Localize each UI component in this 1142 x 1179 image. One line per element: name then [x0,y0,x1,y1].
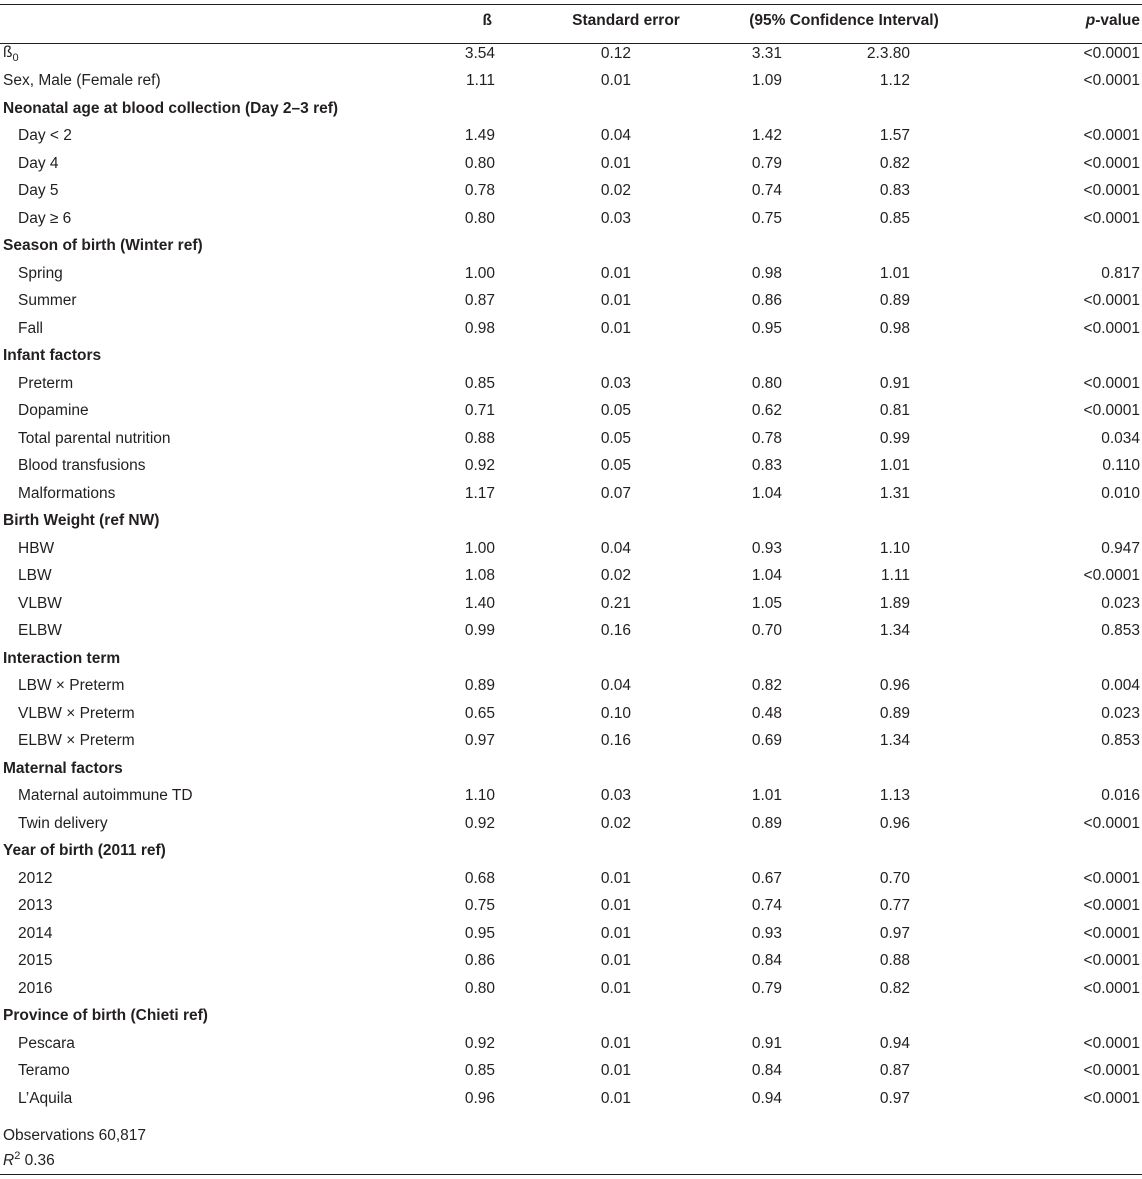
ci-lower-cell: 0.48 [751,704,782,722]
ci-lower-cell: 0.78 [751,429,782,447]
ci-upper-cell: 0.97 [879,1089,910,1107]
header-standard-error: Standard error [572,11,680,29]
ci-lower-cell: 1.09 [751,72,782,90]
group-label: Neonatal age at blood collection (Day 2–3 ref) [3,99,339,117]
ci-lower-cell: 0.70 [751,622,782,640]
beta-cell: 0.85 [464,374,495,392]
beta-cell: 1.00 [464,539,495,557]
group-label: Year of birth (2011 ref) [3,842,166,860]
p-value-cell: <0.0001 [1083,374,1140,392]
beta-cell: 1.40 [464,594,495,612]
header-p-rest: -value [1095,11,1140,29]
standard-error-cell: 0.01 [600,154,631,172]
table-row [0,425,1142,453]
p-value-cell: 0.817 [1101,264,1140,282]
row-label: Day ≥ 6 [18,209,72,227]
table-body [0,40,1142,1113]
ci-lower-cell: 1.04 [751,484,782,502]
r-squared-symbol: R [3,1152,15,1170]
observations-note: Observations 60,817 [3,1127,147,1144]
standard-error-cell: 0.04 [600,677,631,695]
ci-upper-cell: 0.89 [879,292,910,310]
beta-cell: 0.88 [464,429,495,447]
table-row [0,975,1142,1003]
ci-lower-cell: 0.84 [751,952,782,970]
p-value-cell: <0.0001 [1083,154,1140,172]
beta-cell: 0.68 [464,869,495,887]
row-label-text: ß [3,43,13,61]
ci-lower-cell: 1.04 [751,567,782,585]
beta-cell: 1.11 [465,72,495,90]
p-value-cell: <0.0001 [1083,952,1140,970]
ci-upper-cell: 0.96 [879,814,910,832]
ci-upper-cell: 0.94 [879,1034,910,1052]
r-squared-value: 0.36 [20,1152,55,1170]
standard-error-cell: 0.01 [600,72,631,90]
table-row [0,150,1142,178]
group-header-row [0,645,1142,673]
beta-cell: 1.08 [464,567,495,585]
table-row [0,288,1142,316]
standard-error-cell: 0.01 [600,292,631,310]
ci-lower-cell: 1.01 [751,787,782,805]
table-row [0,700,1142,728]
row-label: L’Aquila [18,1089,73,1107]
ci-lower-cell: 0.93 [751,924,782,942]
beta-cell: 0.75 [464,897,495,915]
row-label: Day 5 [18,182,59,200]
standard-error-cell: 0.16 [600,622,631,640]
row-label: LBW [18,567,52,585]
row-label: Maternal autoimmune TD [18,787,193,805]
standard-error-cell: 0.03 [600,209,631,227]
row-label: Dopamine [18,402,89,420]
ci-upper-cell: 0.81 [879,402,910,420]
table-row [0,1058,1142,1086]
beta-cell: 0.86 [464,952,495,970]
ci-upper-cell: 1.12 [879,72,910,90]
standard-error-cell: 0.01 [600,1034,631,1052]
row-label: HBW [18,539,55,557]
ci-upper-cell: 1.31 [879,484,910,502]
group-label: Birth Weight (ref NW) [3,512,160,530]
beta-cell: 0.71 [464,402,495,420]
standard-error-cell: 0.05 [600,402,631,420]
standard-error-cell: 0.01 [600,319,631,337]
beta-cell: 1.00 [464,264,495,282]
ci-upper-cell: 0.77 [879,897,910,915]
beta-cell: 0.96 [464,1089,495,1107]
table-bottom-rule [0,1174,1142,1175]
table-row [0,68,1142,96]
group-header-row [0,233,1142,261]
ci-upper-cell: 0.91 [879,374,910,392]
p-value-cell: <0.0001 [1083,567,1140,585]
row-label-subscript: 0 [12,51,19,64]
beta-cell: 0.85 [464,1062,495,1080]
beta-cell: 0.89 [464,677,495,695]
table-row [0,480,1142,508]
beta-cell: 0.95 [464,924,495,942]
row-label: Day < 2 [18,127,72,145]
ci-lower-cell: 0.83 [751,457,782,475]
ci-upper-cell: 1.01 [879,457,910,475]
table-row [0,673,1142,701]
table-row [0,398,1142,426]
r-squared-superscript: 2 [14,1150,21,1162]
table-row [0,123,1142,151]
table-row [0,783,1142,811]
p-value-cell: <0.0001 [1083,44,1140,62]
header-p-italic: p [1085,11,1096,29]
ci-lower-cell: 0.67 [751,869,782,887]
p-value-cell: <0.0001 [1083,72,1140,90]
header-label [0,5,400,40]
standard-error-cell: 0.01 [600,952,631,970]
p-value-cell: <0.0001 [1083,209,1140,227]
standard-error-cell: 0.01 [600,897,631,915]
table-row [0,535,1142,563]
table-row [0,563,1142,591]
row-label: VLBW [18,594,62,612]
ci-lower-cell: 1.42 [751,127,782,145]
row-label: Fall [18,319,43,337]
ci-lower-cell: 0.74 [751,897,782,915]
ci-upper-cell: 0.99 [879,429,910,447]
ci-lower-cell: 0.69 [751,732,782,750]
group-label: Interaction term [3,649,121,667]
p-value-cell: 0.853 [1101,622,1140,640]
ci-upper-cell: 0.87 [879,1062,910,1080]
standard-error-cell: 0.07 [600,484,631,502]
row-label: Blood transfusions [18,457,146,475]
ci-upper-cell: 0.89 [879,704,910,722]
ci-lower-cell: 0.82 [751,677,782,695]
beta-cell: 0.92 [464,814,495,832]
group-label: Season of birth (Winter ref) [3,237,203,255]
standard-error-cell: 0.16 [600,732,631,750]
p-value-cell: <0.0001 [1083,319,1140,337]
table-row [0,618,1142,646]
p-value-cell: 0.034 [1101,429,1140,447]
beta-cell: 1.17 [464,484,495,502]
table-row [0,370,1142,398]
row-label: Sex, Male (Female ref) [3,72,161,90]
p-value-cell: <0.0001 [1083,127,1140,145]
beta-cell: 0.92 [464,457,495,475]
row-label: Day 4 [18,154,59,172]
standard-error-cell: 0.04 [600,539,631,557]
ci-lower-cell: 0.84 [751,1062,782,1080]
ci-upper-cell: 0.70 [879,869,910,887]
beta-cell: 0.80 [464,154,495,172]
table-row [0,205,1142,233]
row-label: LBW × Preterm [18,677,125,695]
ci-upper-cell: 0.82 [879,154,910,172]
table-row [0,920,1142,948]
table-row [0,865,1142,893]
row-label: 2013 [18,897,53,915]
ci-lower-cell: 0.94 [751,1089,782,1107]
group-header-row [0,95,1142,123]
row-label: 2016 [18,979,53,997]
header-confidence-interval: (95% Confidence Interval) [749,11,939,29]
standard-error-cell: 0.03 [600,374,631,392]
standard-error-cell: 0.02 [600,814,631,832]
p-value-cell: 0.004 [1101,677,1140,695]
group-header-row [0,838,1142,866]
standard-error-cell: 0.05 [600,457,631,475]
ci-lower-cell: 0.89 [751,814,782,832]
beta-cell: 0.80 [464,209,495,227]
beta-cell: 0.78 [464,182,495,200]
ci-lower-cell: 0.79 [751,979,782,997]
p-value-cell: <0.0001 [1083,182,1140,200]
beta-cell: 0.80 [464,979,495,997]
standard-error-cell: 0.01 [600,979,631,997]
ci-lower-cell: 0.98 [751,264,782,282]
row-label: 2012 [18,869,53,887]
beta-cell: 0.87 [464,292,495,310]
beta-cell: 3.54 [464,44,495,62]
p-value-cell: <0.0001 [1083,1089,1140,1107]
row-label: Teramo [18,1062,70,1080]
p-value-cell: 0.023 [1101,704,1140,722]
table-row [0,590,1142,618]
ci-lower-cell: 0.95 [751,319,782,337]
row-label: Total parental nutrition [18,429,171,447]
standard-error-cell: 0.01 [600,1062,631,1080]
table-row [0,40,1142,68]
p-value-cell: <0.0001 [1083,924,1140,942]
beta-cell: 0.99 [464,622,495,640]
ci-upper-cell: 1.13 [879,787,910,805]
table-row [0,810,1142,838]
ci-upper-cell: 1.34 [879,622,910,640]
beta-cell: 0.97 [464,732,495,750]
ci-upper-cell: 0.85 [879,209,910,227]
row-label: Summer [18,292,77,310]
standard-error-cell: 0.01 [600,869,631,887]
row-label: Spring [18,264,63,282]
standard-error-cell: 0.03 [600,787,631,805]
p-value-cell: <0.0001 [1083,292,1140,310]
header-p-value [982,5,1142,40]
row-label: Malformations [18,484,116,502]
row-label: VLBW × Preterm [18,704,135,722]
p-value-cell: 0.023 [1101,594,1140,612]
ci-lower-cell: 0.74 [751,182,782,200]
ci-upper-cell: 1.10 [879,539,910,557]
group-label: Infant factors [3,347,102,365]
ci-lower-cell: 1.05 [751,594,782,612]
ci-upper-cell: 0.96 [879,677,910,695]
standard-error-cell: 0.02 [600,567,631,585]
row-label: 2014 [18,924,53,942]
row-label: 2015 [18,952,53,970]
beta-cell: 0.92 [464,1034,495,1052]
ci-lower-cell: 3.31 [751,44,782,62]
ci-upper-cell: 1.57 [879,127,910,145]
header-beta: ß [482,11,492,29]
ci-upper-cell: 2.3.80 [866,44,910,62]
ci-upper-cell: 0.98 [879,319,910,337]
standard-error-cell: 0.04 [600,127,631,145]
group-label: Maternal factors [3,759,123,777]
beta-cell: 1.49 [464,127,495,145]
p-value-cell: <0.0001 [1083,979,1140,997]
group-label: Province of birth (Chieti ref) [3,1007,208,1025]
table-header [0,5,1142,40]
table-row [0,260,1142,288]
standard-error-cell: 0.01 [600,1089,631,1107]
ci-upper-cell: 0.97 [879,924,910,942]
p-value-cell: 0.947 [1101,539,1140,557]
row-label: Pescara [18,1034,75,1052]
p-value-cell: 0.110 [1102,457,1140,475]
beta-cell: 1.10 [464,787,495,805]
standard-error-cell: 0.05 [600,429,631,447]
table-row [0,453,1142,481]
table-row [0,178,1142,206]
row-label: Twin delivery [18,814,108,832]
ci-upper-cell: 1.89 [879,594,910,612]
table-row [0,1085,1142,1113]
p-value-cell: 0.010 [1101,484,1140,502]
table-row [0,893,1142,921]
p-value-cell: 0.016 [1101,787,1140,805]
p-value-cell: <0.0001 [1083,869,1140,887]
ci-lower-cell: 0.93 [751,539,782,557]
ci-lower-cell: 0.86 [751,292,782,310]
table-row [0,948,1142,976]
ci-upper-cell: 1.34 [879,732,910,750]
ci-upper-cell: 0.88 [879,952,910,970]
p-value-cell: <0.0001 [1083,814,1140,832]
row-label: ELBW × Preterm [18,732,135,750]
ci-lower-cell: 0.80 [751,374,782,392]
standard-error-cell: 0.01 [600,264,631,282]
p-value-cell: <0.0001 [1083,402,1140,420]
table-row [0,315,1142,343]
p-value-cell: <0.0001 [1083,1062,1140,1080]
row-label: Preterm [18,374,74,392]
row-label [0,40,400,68]
table-row [0,728,1142,756]
ci-lower-cell: 0.79 [751,154,782,172]
standard-error-cell: 0.10 [600,704,631,722]
beta-cell: 0.65 [464,704,495,722]
standard-error-cell: 0.01 [600,924,631,942]
ci-upper-cell: 1.01 [879,264,910,282]
regression-table [0,5,1142,1113]
standard-error-cell: 0.12 [600,44,631,62]
p-value-cell: 0.853 [1101,732,1140,750]
ci-upper-cell: 0.82 [879,979,910,997]
table-row [0,1030,1142,1058]
group-header-row [0,343,1142,371]
standard-error-cell: 0.02 [600,182,631,200]
group-header-row [0,755,1142,783]
ci-lower-cell: 0.62 [751,402,782,420]
row-label: ELBW [18,622,62,640]
group-header-row [0,508,1142,536]
ci-lower-cell: 0.91 [751,1034,782,1052]
r-squared-note [3,1146,55,1171]
ci-lower-cell: 0.75 [751,209,782,227]
group-header-row [0,1003,1142,1031]
standard-error-cell: 0.21 [600,594,631,612]
beta-cell: 0.98 [464,319,495,337]
p-value-cell: <0.0001 [1083,897,1140,915]
ci-upper-cell: 1.11 [880,567,910,585]
ci-upper-cell: 0.83 [879,182,910,200]
p-value-cell: <0.0001 [1083,1034,1140,1052]
